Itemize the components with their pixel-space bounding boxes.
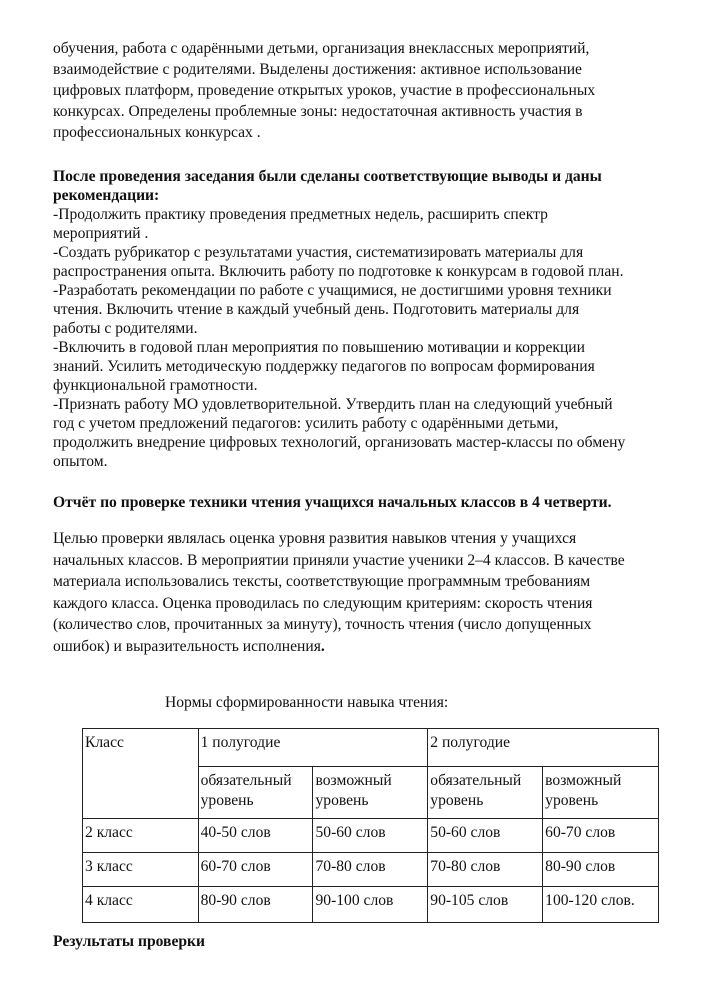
text-line: материала использовались тексты, соответствующие программным требованиям: [53, 573, 591, 591]
recommendation-line: работы с родителями.: [53, 320, 198, 337]
norms-caption: Нормы сформированности навыка чтения:: [165, 694, 449, 711]
recommendation-line: -Признать работу МО удовлетворительной. Утвердить план на следующий учебный: [53, 396, 613, 413]
table-row: [83, 887, 659, 923]
subheader-mandatory: обязательный уровень: [198, 767, 313, 819]
cell-h2-mandatory: 50-60 слов: [428, 819, 543, 853]
recommendation-line: год с учетом предложений педагогов: усилить работу с одарёнными детьми,: [53, 415, 559, 432]
header-class: Класс: [83, 729, 199, 819]
recommendations-heading: рекомендации:: [53, 187, 160, 204]
header-half-1: 1 полугодие: [198, 729, 428, 767]
cell-h2-mandatory: 70-80 слов: [428, 853, 543, 887]
cell-h1-mandatory: 40-50 слов: [198, 819, 313, 853]
text-line: обучения, работа с одарёнными детьми, организация внеклассных мероприятий,: [53, 40, 590, 57]
intro-paragraph: [53, 38, 673, 143]
subheader-mandatory: обязательный уровень: [428, 767, 543, 819]
recommendation-line: знаний. Усилить методическую поддержку педагогов по вопросам формирования: [53, 358, 595, 375]
cell-class: 2 класс: [83, 819, 199, 853]
recommendation-line: распространения опыта. Включить работу по подготовке к конкурсам в годовой план.: [53, 263, 624, 280]
cell-h1-possible: 50-60 слов: [313, 819, 428, 853]
subheader-possible: возможный уровень: [313, 767, 428, 819]
text-line: Целью проверки являлась оценка уровня развития навыков чтения у учащихся: [53, 530, 577, 547]
report-paragraph: [53, 528, 673, 658]
text-line: цифровых платформ, проведение открытых уроков, участие в профессиональных: [53, 82, 596, 99]
text-line: (количество слов, прочитанных за минуту), точность чтения (число допущенных: [53, 616, 592, 634]
table-header-row: [83, 729, 659, 767]
recommendation-line: мероприятий .: [53, 225, 149, 242]
cell-h2-mandatory: 90-105 слов: [428, 887, 543, 923]
cell-h2-possible: 100-120 слов.: [543, 887, 659, 923]
text-line: [53, 636, 673, 658]
table-row: [83, 819, 659, 853]
cell-h1-mandatory: 60-70 слов: [198, 853, 313, 887]
text-line: конкурсах. Определены проблемные зоны: недостаточная активность участия в: [53, 103, 583, 120]
text-line: каждого класса. Оценка проводилась по следующим критериям: скорость чтения: [53, 594, 593, 612]
recommendation-line: продолжить внедрение цифровых технологий, организовать мастер-классы по обмену: [53, 434, 626, 451]
subheader-possible: возможный уровень: [543, 767, 659, 819]
recommendation-line: функциональной грамотности.: [53, 377, 258, 394]
cell-class: 4 класс: [83, 887, 199, 923]
recommendations-heading: После проведения заседания были сделаны соответствующие выводы и даны: [53, 168, 602, 185]
cell-h1-possible: 90-100 слов: [313, 887, 428, 923]
header-half-2: 2 полугодие: [428, 729, 659, 767]
final-period: .: [320, 637, 325, 655]
text-line: профессиональных конкурсах .: [53, 124, 261, 141]
cell-h1-possible: 70-80 слов: [313, 853, 428, 887]
reading-norms-table: [82, 728, 659, 923]
cell-h1-mandatory: 80-90 слов: [198, 887, 313, 923]
recommendation-line: -Разработать рекомендации по работе с учащимися, не достигшими уровня техники: [53, 282, 612, 299]
recommendation-line: -Создать рубрикатор с результатами участия, систематизировать материалы для: [53, 244, 584, 261]
recommendations-section: [53, 167, 673, 471]
recommendation-line: опытом.: [53, 453, 108, 470]
text-line: взаимодействие с родителями. Выделены достижения: активное использование: [53, 61, 582, 78]
table-row: [83, 853, 659, 887]
text-line-content: ошибок) и выразительность исполнения: [53, 637, 321, 655]
cell-h2-possible: 60-70 слов: [543, 819, 659, 853]
cell-class: 3 класс: [83, 853, 199, 887]
recommendation-line: чтения. Включить чтение в каждый учебный день. Подготовить материалы для: [53, 301, 580, 318]
cell-h2-possible: 80-90 слов: [543, 853, 659, 887]
report-title: Отчёт по проверке техники чтения учащихся начальных классов в 4 четверти.: [53, 494, 612, 511]
recommendation-line: -Продолжить практику проведения предметных недель, расширить спектр: [53, 206, 548, 223]
text-line: начальных классов. В мероприятии приняли участие ученики 2–4 классов. В качестве: [53, 551, 625, 569]
recommendation-line: -Включить в годовой план мероприятия по повышению мотивации и коррекции: [53, 339, 585, 356]
results-heading: Результаты проверки: [53, 933, 206, 950]
